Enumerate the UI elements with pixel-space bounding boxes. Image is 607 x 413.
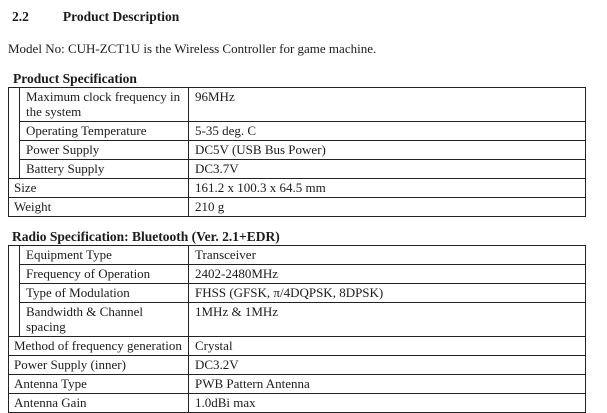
table-row [9,122,586,141]
section-title: Product Description [62,9,180,24]
spec-value-cell: 5-35 deg. C [189,122,586,141]
model-description-text: Model No: CUH-ZCT1U is the Wireless Controller for game machine. [8,41,377,56]
spec-label-cell: Frequency of Operation [20,265,189,284]
spec-value-cell: DC3.2V [189,356,586,375]
spec-label-cell: Type of Modulation [20,284,189,303]
spec-label-cell: Size [9,179,189,198]
spec-label-cell: Maximum clock frequency in the system [20,88,189,122]
table-row [9,394,586,413]
table-row [9,88,586,122]
spec-value-cell: Crystal [189,337,586,356]
spec-value-cell: FHSS (GFSK, π/4DQPSK, 8DPSK) [189,284,586,303]
table-row [9,337,586,356]
section-number: 2.2 [12,9,29,24]
spec-value-cell: Transceiver [189,246,586,265]
spec-label-cell: Operating Temperature [20,122,189,141]
spec-label-cell: Method of frequency generation [9,337,189,356]
spec-value-cell: 2402-2480MHz [189,265,586,284]
spec-value-cell: 210 g [189,198,586,217]
spec-label-cell: Weight [9,198,189,217]
table-row [9,179,586,198]
table-row [9,356,586,375]
table-row [9,160,586,179]
table-row [9,265,586,284]
product-spec-table [8,87,586,217]
spec-value-cell: DC5V (USB Bus Power) [189,141,586,160]
spec-label-cell: Antenna Type [9,375,189,394]
table-row [9,303,586,337]
table-row [9,375,586,394]
left-strip-cell [9,88,20,179]
spec-label-cell: Equipment Type [20,246,189,265]
spec-label-cell: Battery Supply [20,160,189,179]
table-row [9,246,586,265]
table-row [9,284,586,303]
spec-value-cell: 1MHz & 1MHz [189,303,586,337]
table-row [9,198,586,217]
spec-label-cell: Bandwidth & Channel spacing [20,303,189,337]
spec-label-cell: Power Supply (inner) [9,356,189,375]
spec-value-cell: 161.2 x 100.3 x 64.5 mm [189,179,586,198]
spec-label-cell: Power Supply [20,141,189,160]
spec-value-cell: 96MHz [189,88,586,122]
spec-value-cell: DC3.7V [189,160,586,179]
radio-spec-title: Radio Specification: Bluetooth (Ver. 2.1+EDR) [12,229,280,244]
table-row [9,141,586,160]
spec-label-cell: Antenna Gain [9,394,189,413]
spec-value-cell: 1.0dBi max [189,394,586,413]
radio-spec-table [8,245,586,413]
section-heading [12,9,607,24]
spec-value-cell: PWB Pattern Antenna [189,375,586,394]
product-spec-title: Product Specification [13,71,137,86]
left-strip-cell [9,246,20,337]
